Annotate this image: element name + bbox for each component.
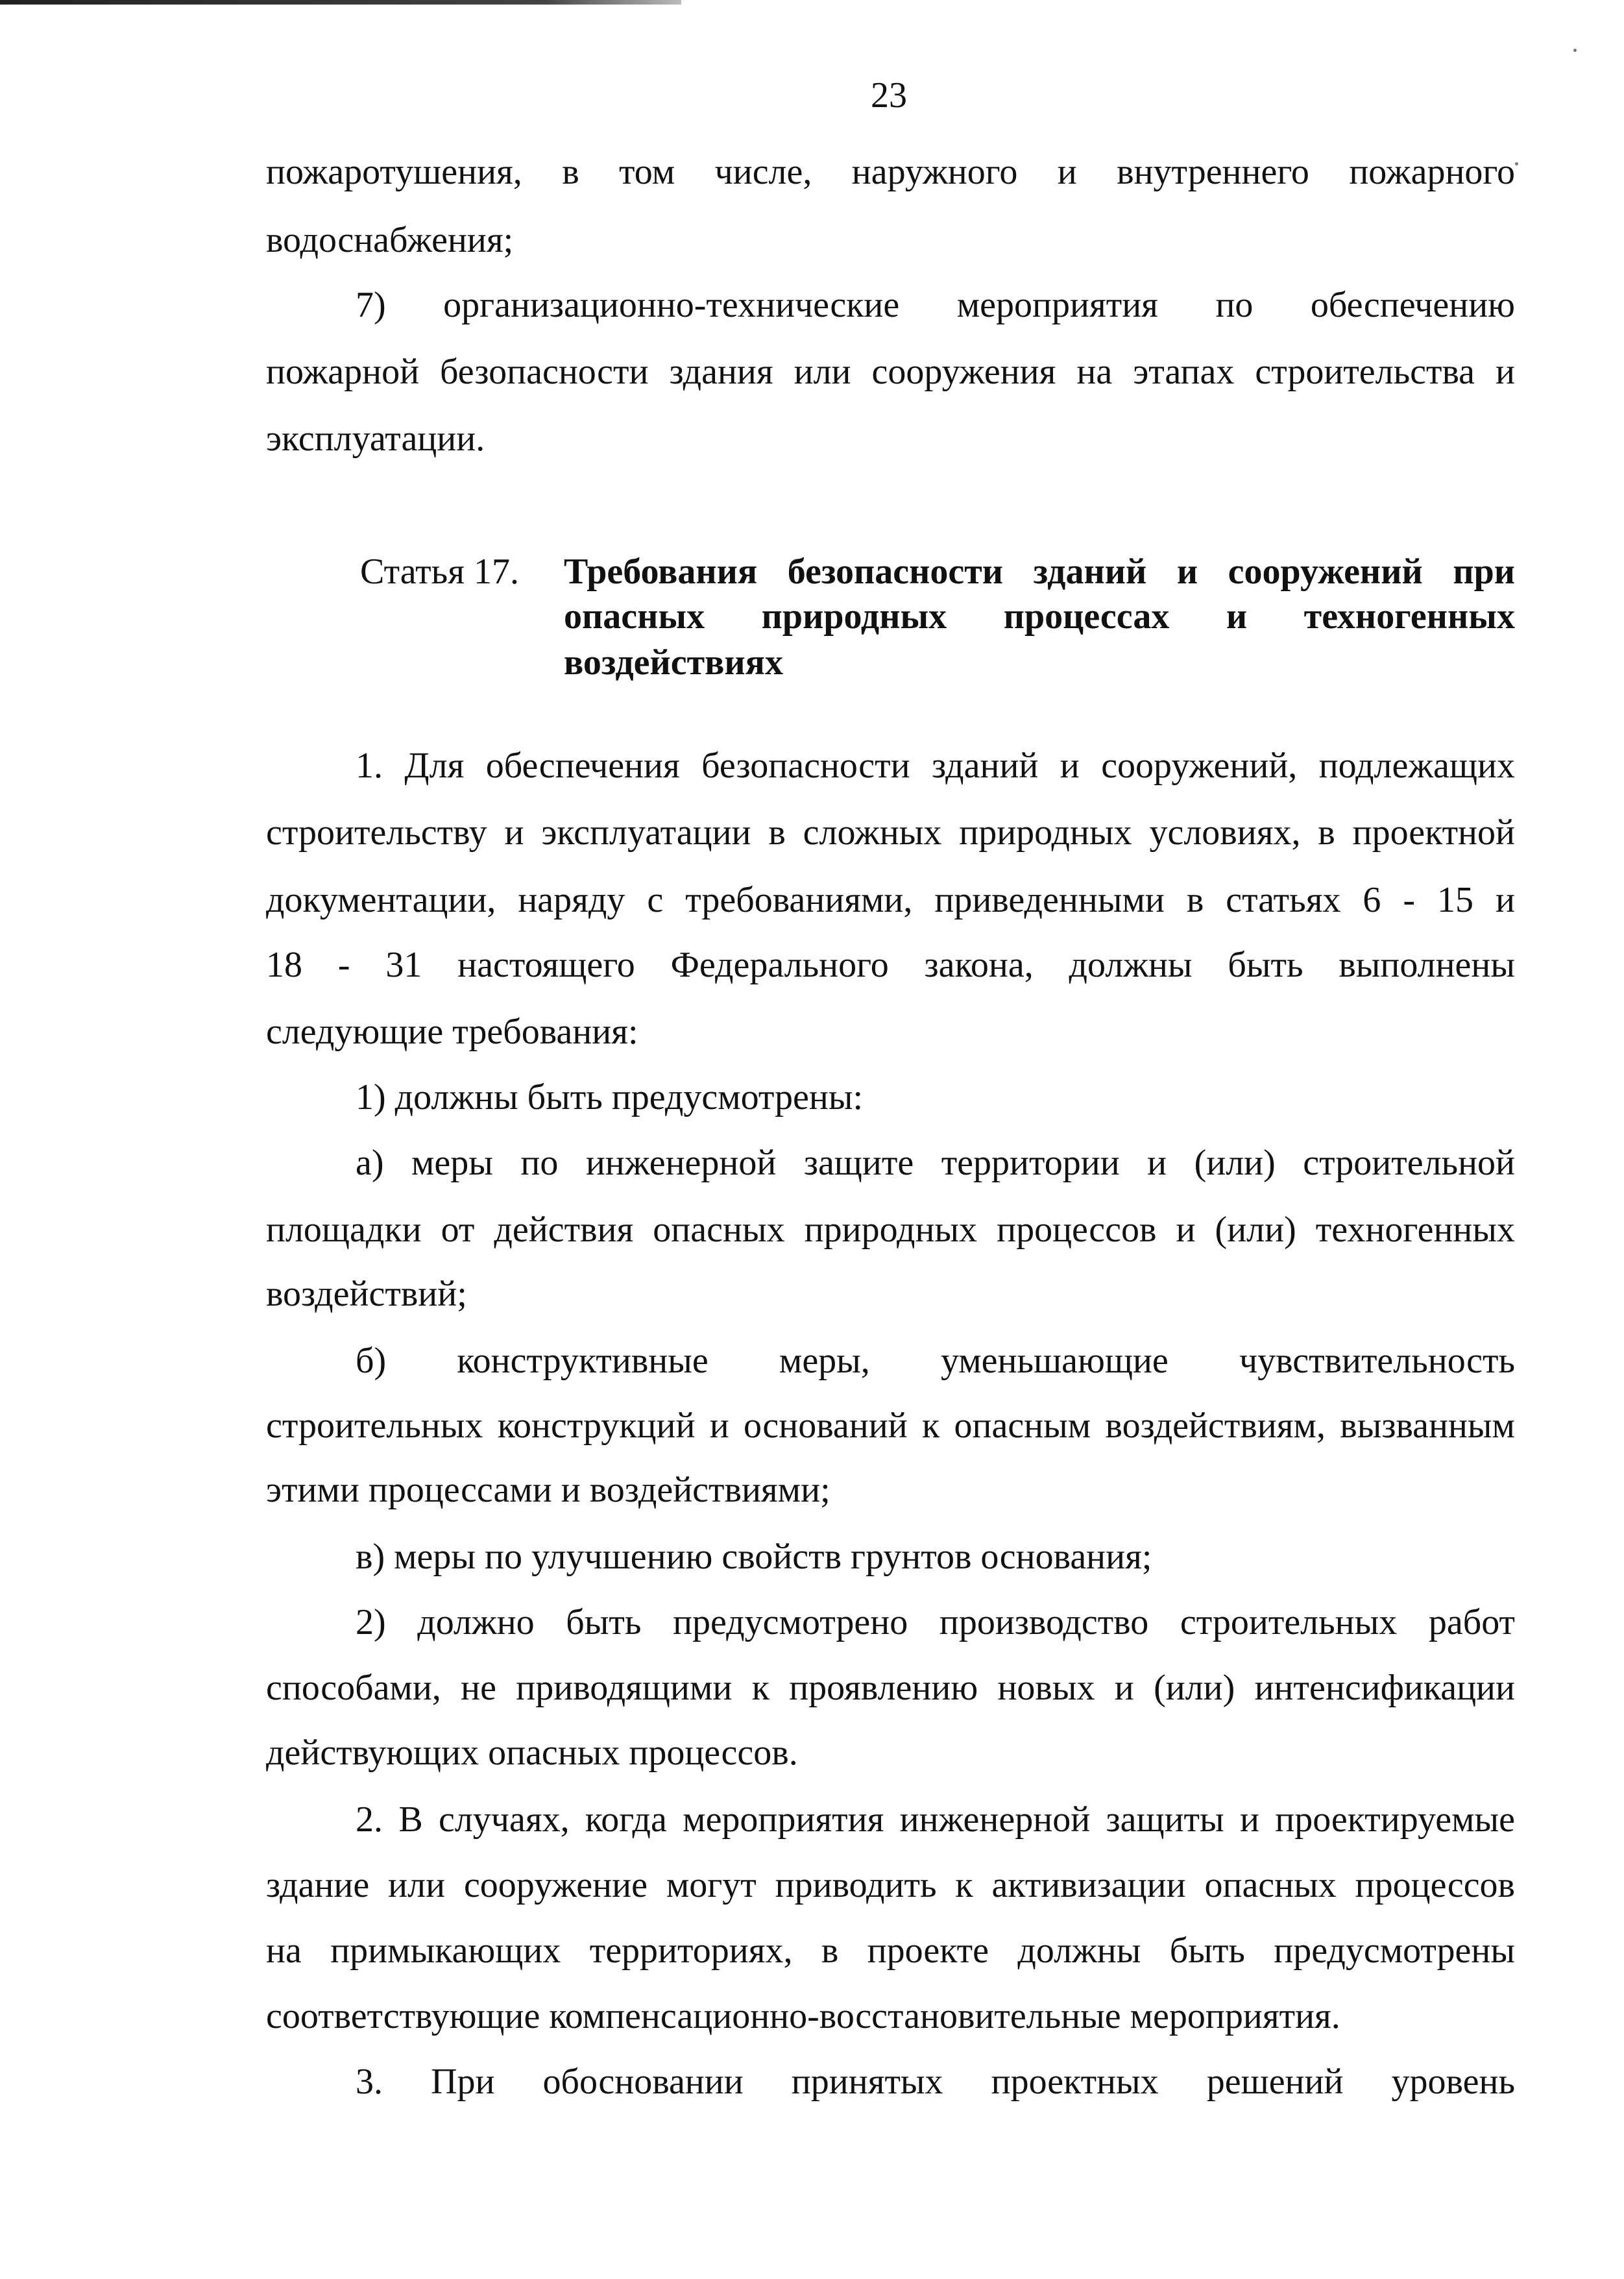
- text-line: эксплуатации.: [266, 419, 485, 459]
- text-line: 18 - 31 настоящего Федерального закона, должны быть выполнены: [266, 945, 1515, 985]
- text-line: документации, наряду с требованиями, приведенными в статьях 6 - 15 и: [266, 880, 1515, 920]
- text-line: 2) должно быть предусмотрено производство строительных работ: [356, 1602, 1515, 1642]
- text-line: в) меры по улучшению свойств грунтов основания;: [356, 1537, 1152, 1577]
- text-line: этими процессами и воздействиями;: [266, 1470, 830, 1510]
- article-label: Статья 17.: [360, 552, 519, 592]
- article-title-line: Требования безопасности зданий и сооружений при: [564, 552, 1515, 592]
- article-title-line: опасных природных процессах и техногенных: [564, 596, 1515, 637]
- text-line: способами, не приводящими к проявлению новых и (или) интенсификации: [266, 1668, 1515, 1708]
- text-line: 1. Для обеспечения безопасности зданий и сооружений, подлежащих: [356, 746, 1515, 786]
- text-line: пожарной безопасности здания или сооружения на этапах строительства и: [266, 352, 1515, 392]
- text-line: здание или сооружение могут приводить к активизации опасных процессов: [266, 1865, 1515, 1905]
- text-line: строительству и эксплуатации в сложных природных условиях, в проектной: [266, 812, 1515, 853]
- text-line: б) конструктивные меры, уменьшающие чувствительность: [356, 1341, 1515, 1381]
- text-line: на примыкающих территориях, в проекте должны быть предусмотрены: [266, 1931, 1515, 1971]
- text-line: пожаротушения, в том числе, наружного и внутреннего пожарного: [266, 152, 1515, 192]
- text-line: 2. В случаях, когда мероприятия инженерной защиты и проектируемые: [356, 1799, 1515, 1840]
- text-line: а) меры по инженерной защите территории и (или) строительной: [356, 1143, 1515, 1183]
- scan-artifact-bar: [0, 0, 681, 5]
- scan-speck: [1573, 49, 1577, 52]
- text-line: 1) должны быть предусмотрены:: [356, 1077, 864, 1117]
- text-line: действующих опасных процессов.: [266, 1733, 798, 1773]
- text-line: воздействий;: [266, 1274, 467, 1314]
- text-line: площадки от действия опасных природных процессов и (или) техногенных: [266, 1210, 1515, 1250]
- page-number: 23: [871, 75, 907, 116]
- text-line: 3. При обосновании принятых проектных решений уровень: [356, 2062, 1515, 2102]
- text-line: строительных конструкций и оснований к опасным воздействиям, вызванным: [266, 1406, 1515, 1446]
- text-line: соответствующие компенсационно-восстановительные мероприятия.: [266, 1996, 1340, 2036]
- text-line: водоснабжения;: [266, 220, 514, 260]
- text-line: следующие требования:: [266, 1012, 638, 1052]
- text-line: 7) организационно-технические мероприятия по обеспечению: [356, 285, 1515, 325]
- scan-speck: [1515, 162, 1518, 165]
- article-title-line: воздействиях: [564, 642, 783, 683]
